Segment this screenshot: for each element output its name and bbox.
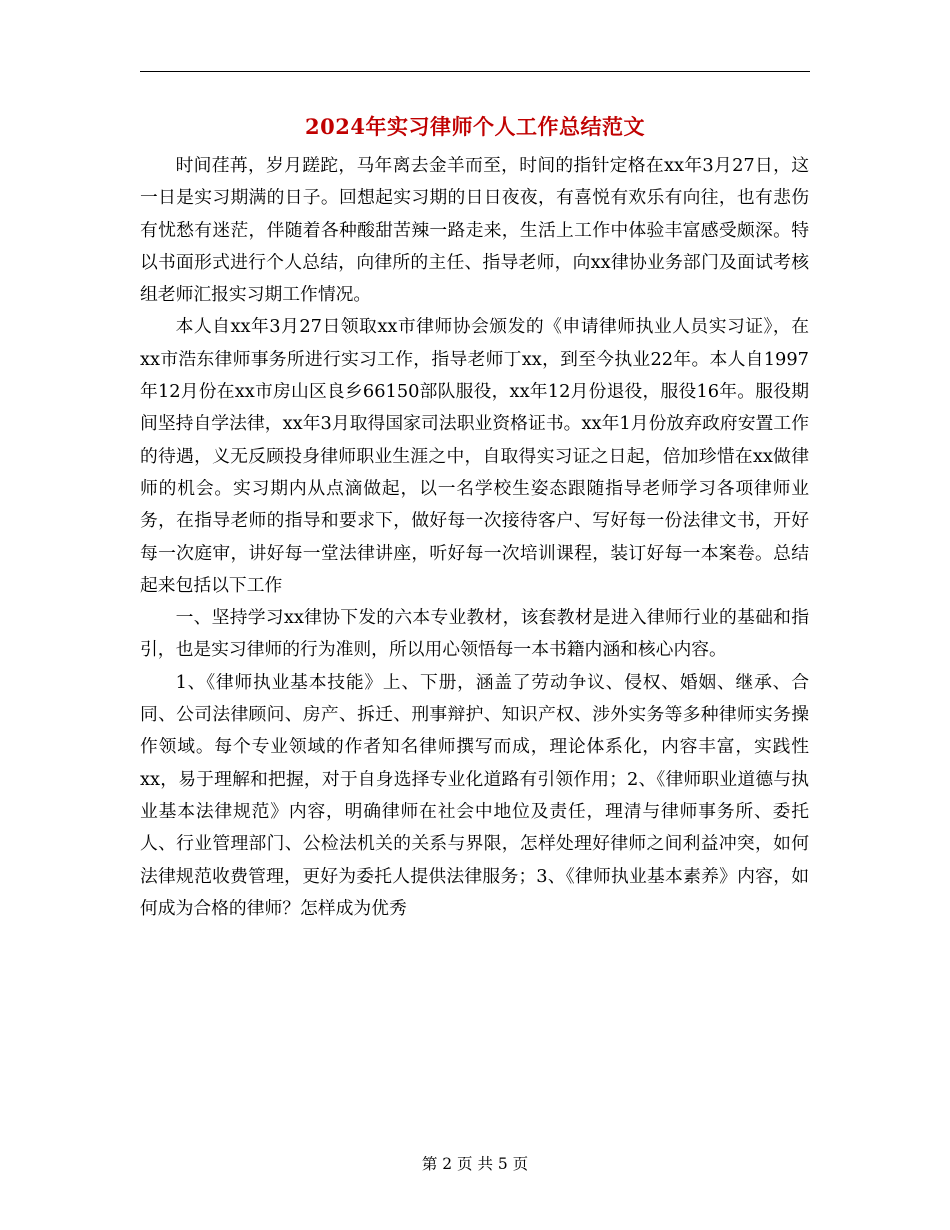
paragraph-section-one: 一、坚持学习xx律协下发的六本专业教材，该套教材是进入律师行业的基础和指引，也是实习律师的行为准则，所以用心领悟每一本书籍内涵和核心内容。	[140, 607, 809, 661]
paragraph-textbooks: 1、《律师执业基本技能》上、下册，涵盖了劳动争议、侵权、婚姻、继承、合同、公司法律顾问、房产、拆迁、刑事辩护、知识产权、涉外实务等多种律师实务操作领域。每个专业领域的作者知名律师撰写而成，理论体系化，内容丰富，实践性xx，易于理解和把握，对于自身选择专业化道路有引领作用；2、《律师职业道德与执业基本法律规范》内容，明确律师在社会中地位及责任，理清与律师事务所、委托人、行业管理部门、公检法机关的关系与界限，怎样处理好律师之间利益冲突，如何法律规范收费管理，更好为委托人提供法律服务；3、《律师执业基本素养》内容，如何成为合格的律师？怎样成为优秀	[140, 671, 809, 919]
document-title: 2024年实习律师个人工作总结范文	[305, 114, 645, 139]
document-body	[140, 150, 809, 925]
header-rule	[140, 71, 810, 72]
paragraph-background: 本人自xx年3月27日领取xx市律师协会颁发的《申请律师执业人员实习证》，在xx市浩东律师事务所进行实习工作，指导老师丁xx，到至今执业22年。本人自1997年12月份在xx市房山区良乡66150部队服役，xx年12月份退役，服役16年。服役期间坚持自学法律，xx年3月取得国家司法职业资格证书。xx年1月份放弃政府安置工作的待遇，义无反顾投身律师职业生涯之中，自取得实习证之日起，倍加珍惜在xx做律师的机会。实习期内从点滴做起，以一名学校生姿态跟随指导老师学习各项律师业务，在指导老师的指导和要求下，做好每一次接待客户、写好每一份法律文书，开好每一次庭审，讲好每一堂法律讲座，听好每一次培训课程，装订好每一本案卷。总结起来包括以下工作	[140, 316, 809, 596]
page-footer: 第 2 页 共 5 页	[421, 1155, 529, 1173]
paragraph-intro: 时间荏苒，岁月蹉跎，马年离去金羊而至，时间的指针定格在xx年3月27日，这一日是实习期满的日子。回想起实习期的日日夜夜，有喜悦有欢乐有向往，也有悲伤有忧愁有迷茫，伴随着各种酸甜苦辣一路走来，生活上工作中体验丰富感受颇深。特以书面形式进行个人总结，向律所的主任、指导老师，向xx律协业务部门及面试考核组老师汇报实习期工作情况。	[140, 155, 809, 306]
